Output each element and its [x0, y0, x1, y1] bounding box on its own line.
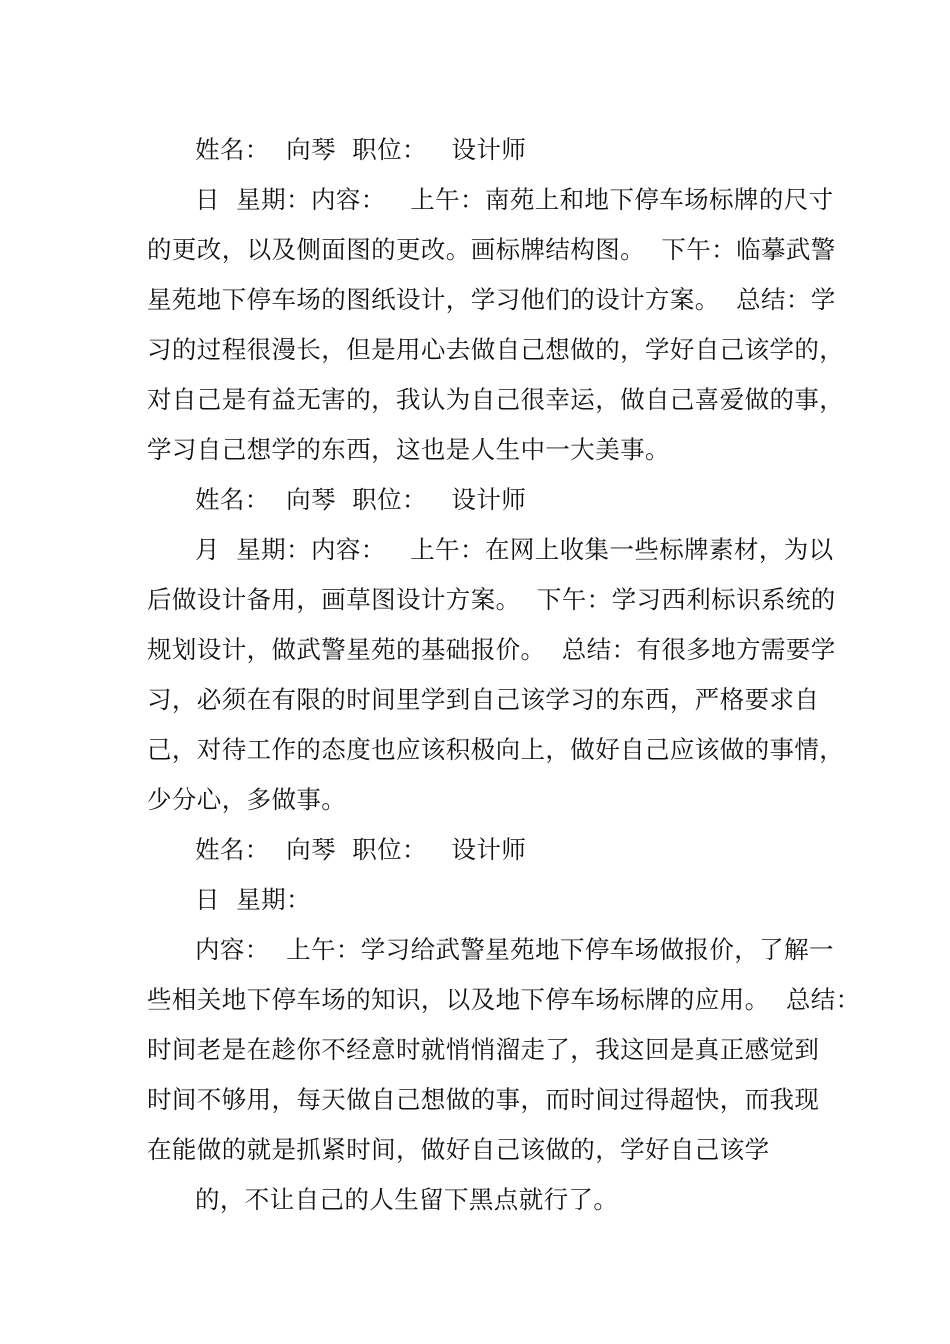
paragraph-line: 学习自己想学的东西，这也是人生中一大美事。: [147, 435, 670, 464]
paragraph-line: 的更改，以及侧面图的更改。画标牌结构图。 下午：临摹武警: [147, 235, 836, 264]
paragraph-line: 月 星期：内容： 上午：在网上收集一些标牌素材，为以: [195, 535, 834, 564]
paragraph-line: 内容： 上午：学习给武警星苑地下停车场做报价，了解一: [195, 935, 834, 964]
paragraph-line: 少分心，多做事。: [147, 785, 347, 814]
paragraph-line: 己，对待工作的态度也应该积极向上，做好自己应该做的事情，: [147, 735, 845, 764]
paragraph-line: 时间老是在趁你不经意时就悄悄溜走了，我这回是真正感觉到: [147, 1035, 820, 1064]
paragraph-line: 时间不够用，每天做自己想做的事，而时间过得超快，而我现: [147, 1085, 820, 1114]
paragraph-line: 日 星期：内容： 上午：南苑上和地下停车场标牌的尺寸: [195, 185, 834, 214]
paragraph-line: 的，不让自己的人生留下黑点就行了。: [195, 1185, 619, 1214]
paragraph-line: 些相关地下停车场的知识，以及地下停车场标牌的应用。 总结：: [147, 985, 861, 1014]
paragraph-line: 规划设计，做武警星苑的基础报价。 总结：有很多地方需要学: [147, 635, 836, 664]
paragraph-line: 日 星期：: [195, 885, 311, 914]
paragraph-line: 对自己是有益无害的，我认为自己很幸运，做自己喜爱做的事，: [147, 385, 845, 414]
name-position-line-1: 姓名： 向琴 职位： 设计师: [195, 135, 527, 164]
paragraph-line: 后做设计备用，画草图设计方案。 下午：学习西利标识系统的: [147, 585, 836, 614]
paragraph-line: 在能做的就是抓紧时间，做好自己该做的，学好自己该学: [147, 1135, 770, 1164]
paragraph-line: 习，必须在有限的时间里学到自己该学习的东西，严格要求自: [147, 685, 820, 714]
name-position-line-3: 姓名： 向琴 职位： 设计师: [195, 835, 527, 864]
name-position-line-2: 姓名： 向琴 职位： 设计师: [195, 485, 527, 514]
paragraph-line: 星苑地下停车场的图纸设计，学习他们的设计方案。 总结：学: [147, 285, 836, 314]
paragraph-line: 习的过程很漫长，但是用心去做自己想做的，学好自己该学的，: [147, 335, 845, 364]
